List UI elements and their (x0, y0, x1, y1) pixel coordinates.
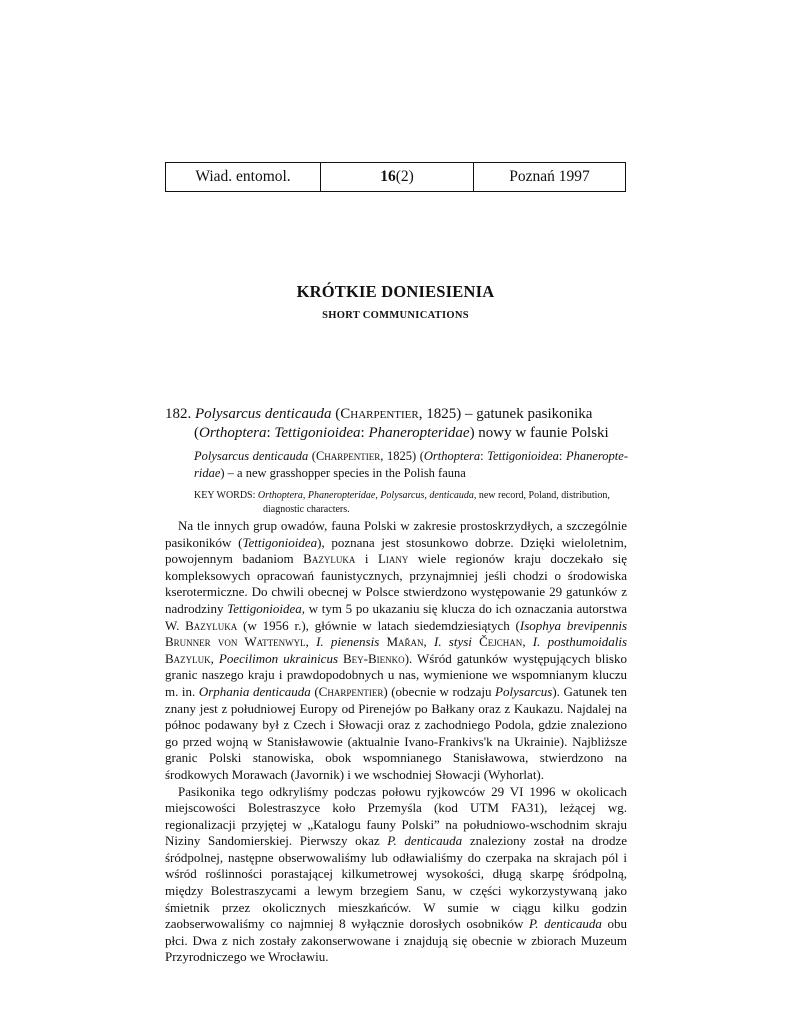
text-italic: Tettigonioidea (227, 600, 302, 616)
english-text: : (480, 449, 488, 463)
text-italic: Orphania denticauda (198, 683, 311, 699)
title-text: ) nowy w faunie Polski (469, 425, 609, 441)
text-italic: Poecilimon ukrainicus (218, 650, 339, 666)
text-italic: P. denticauda (529, 916, 602, 932)
author-name: Bazyluka (185, 617, 238, 633)
keyword: Phaneropteridae (307, 490, 376, 501)
title-text: : (360, 425, 369, 441)
english-text: , 1825) ( (380, 449, 424, 463)
article-title (165, 405, 635, 443)
title-family: Phaneropteridae (368, 425, 470, 441)
journal-name: Wiad. entomol. (166, 163, 321, 191)
title-text: ( (331, 406, 341, 422)
text-italic: I. stysi (434, 634, 472, 650)
text: ). Gatunek ten znany jest z południowej Europy od Pirenejów po Bałkany oraz z Kaukazu. Najdalej na północ podawany był z Czech i Słowacji oraz z zachodniego Podola, gdzie znaleziono go przed wojną w Stanisławowie (aktualnie Ivano-Frankivs'k na Ukrainie). Najbliższe granic Polski stanowiska, obok wspomnianego Stanisławowa, stwierdzono na środkowych Morawach (Javornik) i we wschodniej Słowacji (Wyhorlat). (165, 683, 627, 782)
english-author: Charpentier (315, 449, 381, 463)
title-text: , 1825) – gatunek pasikonika (418, 406, 593, 422)
english-species: Polysarcus denticauda (194, 449, 309, 463)
text: ( (310, 683, 319, 699)
section-title: KRÓTKIE DONIESIENIA (296, 282, 495, 301)
text: Na tle innych grup owadów, fauna Polski w zakresie prostoskrzydłych, a szczególnie pasikoników ( (165, 518, 627, 550)
text: , (423, 634, 434, 650)
text: , (210, 650, 219, 666)
text: (w 1956 r.), głównie w latach siedemdziesiątych ( (237, 617, 520, 633)
english-superfamily: Tettigonioidea (487, 449, 559, 463)
author-name: Liany (377, 551, 409, 567)
text: , (522, 634, 533, 650)
author-name: Mařan (386, 634, 424, 650)
issue-number: (2) (395, 168, 414, 185)
paragraph-2 (165, 784, 627, 967)
text: wiele regionów kraju doczekało się kompleksowych opracowań faunistycznych, przynajmniej jeśli chodzi o środowiska kserotermiczne. Do chwili obecnej w Polsce stwierdzono występowanie 29 gatunków z nadrodziny (165, 551, 627, 616)
section-subtitle: SHORT COMMUNICATIONS (322, 310, 469, 321)
english-text: ) – a new grasshopper species in the Polish fauna (220, 466, 466, 480)
text-italic: I. posthumoidalis (532, 634, 628, 650)
text-italic: Isophya brevipennis (519, 617, 628, 633)
text: , w tym 5 po ukazaniu się klucza do ich oznaczania autorstwa W. (165, 600, 627, 633)
article-body (165, 518, 627, 966)
keywords: KEY WORDS: Orthoptera, Phaneropteridae, Polysarcus, denticauda, new record, Poland, distribution, diagnostic characters. (194, 489, 628, 517)
keywords-line-2: diagnostic characters. (263, 504, 350, 515)
title-order: Orthoptera (199, 425, 267, 441)
english-text: : (558, 449, 566, 463)
keyword: denticauda (429, 490, 474, 501)
title-superfamily: Tettigonioidea (274, 425, 361, 441)
english-text: ( (308, 449, 316, 463)
english-title (194, 448, 628, 482)
author-name: Brunner von Wattenwyl (165, 634, 306, 650)
text: ), poznana jest stosunkowo dobrze. Dzięki wieloletnim, powojennym badaniom (165, 534, 627, 567)
author-name: Bazyluk (165, 650, 211, 666)
place-year: Poznań 1997 (509, 168, 590, 185)
text: obu płci. Dwa z nich zostały zakonserwowane i znajdują się obecnie w zbiorach Muzeum Przyrodniczego we Wrocławiu. (165, 916, 628, 965)
text: i (355, 551, 378, 567)
title-text: : (266, 425, 275, 441)
keyword: Orthoptera (257, 490, 303, 501)
author-name: Charpentier (318, 683, 384, 699)
text-italic: I. pienensis (316, 634, 380, 650)
author-name: Bazyluka (303, 551, 356, 567)
keywords-rest: , new record, Poland, distribution, (473, 490, 610, 501)
author-name: Čejchan (479, 634, 523, 650)
text: ) (obecnie w rodzaju (383, 683, 496, 699)
text: Pasikonika tego odkryliśmy podczas połowu ryjkowców 29 VI 1996 w okolicach miejscowości Bolestraszyce koło Przemyśla (kod UTM FA31), leżącej wg. regionalizacji przyjętej w „Katalogu fauny Polski” na południowo-wschodnim skraju Niziny Sandomierskiej. Pierwszy okaz (165, 783, 627, 849)
keywords-label: KEY WORDS: (194, 490, 258, 501)
title-text: ( (194, 425, 199, 441)
volume-number: 16 (380, 168, 396, 185)
author-name: Bey-Bienko (343, 650, 405, 666)
journal-header-box (165, 162, 626, 192)
paragraph-1 (165, 518, 627, 784)
keyword: Polysarcus (380, 490, 425, 501)
text: ). Wśród gatunków występujących blisko granic naszego kraju i prawdopodobnych u nas, wymienione we wspomnianym kluczu m. in. (165, 650, 627, 699)
title-species: Polysarcus denticauda (195, 406, 332, 422)
text-italic: P. denticauda (387, 833, 463, 849)
text: , (305, 634, 317, 650)
text-italic: Polysarcus (495, 683, 553, 699)
article-number: 182. (165, 406, 192, 422)
english-family: Phaneropte-ridae (194, 449, 628, 480)
english-order: Orthoptera (423, 449, 481, 463)
volume-issue (321, 163, 474, 191)
text-italic: Tettigonioidea (242, 534, 318, 550)
title-line-2 (165, 424, 635, 443)
title-author: Charpentier (340, 406, 419, 422)
text: znaleziony został na drodze śródpolnej, następne obserwowaliśmy lub odławialiśmy do czerpaka na skrajach pól i wśród roślinności porastającej kilkumetrowej wysokości, długą skarpę śródpolną, między Bolestraszycami a lewym brzegiem Sanu, w części wykorzystywaną jako śmietnik przez okolicznych mieszkańców. W sumie w ciągu kilku godzin zaobserwowaliśmy co najmniej 8 wyłącznie dorosłych osobników (165, 833, 628, 932)
